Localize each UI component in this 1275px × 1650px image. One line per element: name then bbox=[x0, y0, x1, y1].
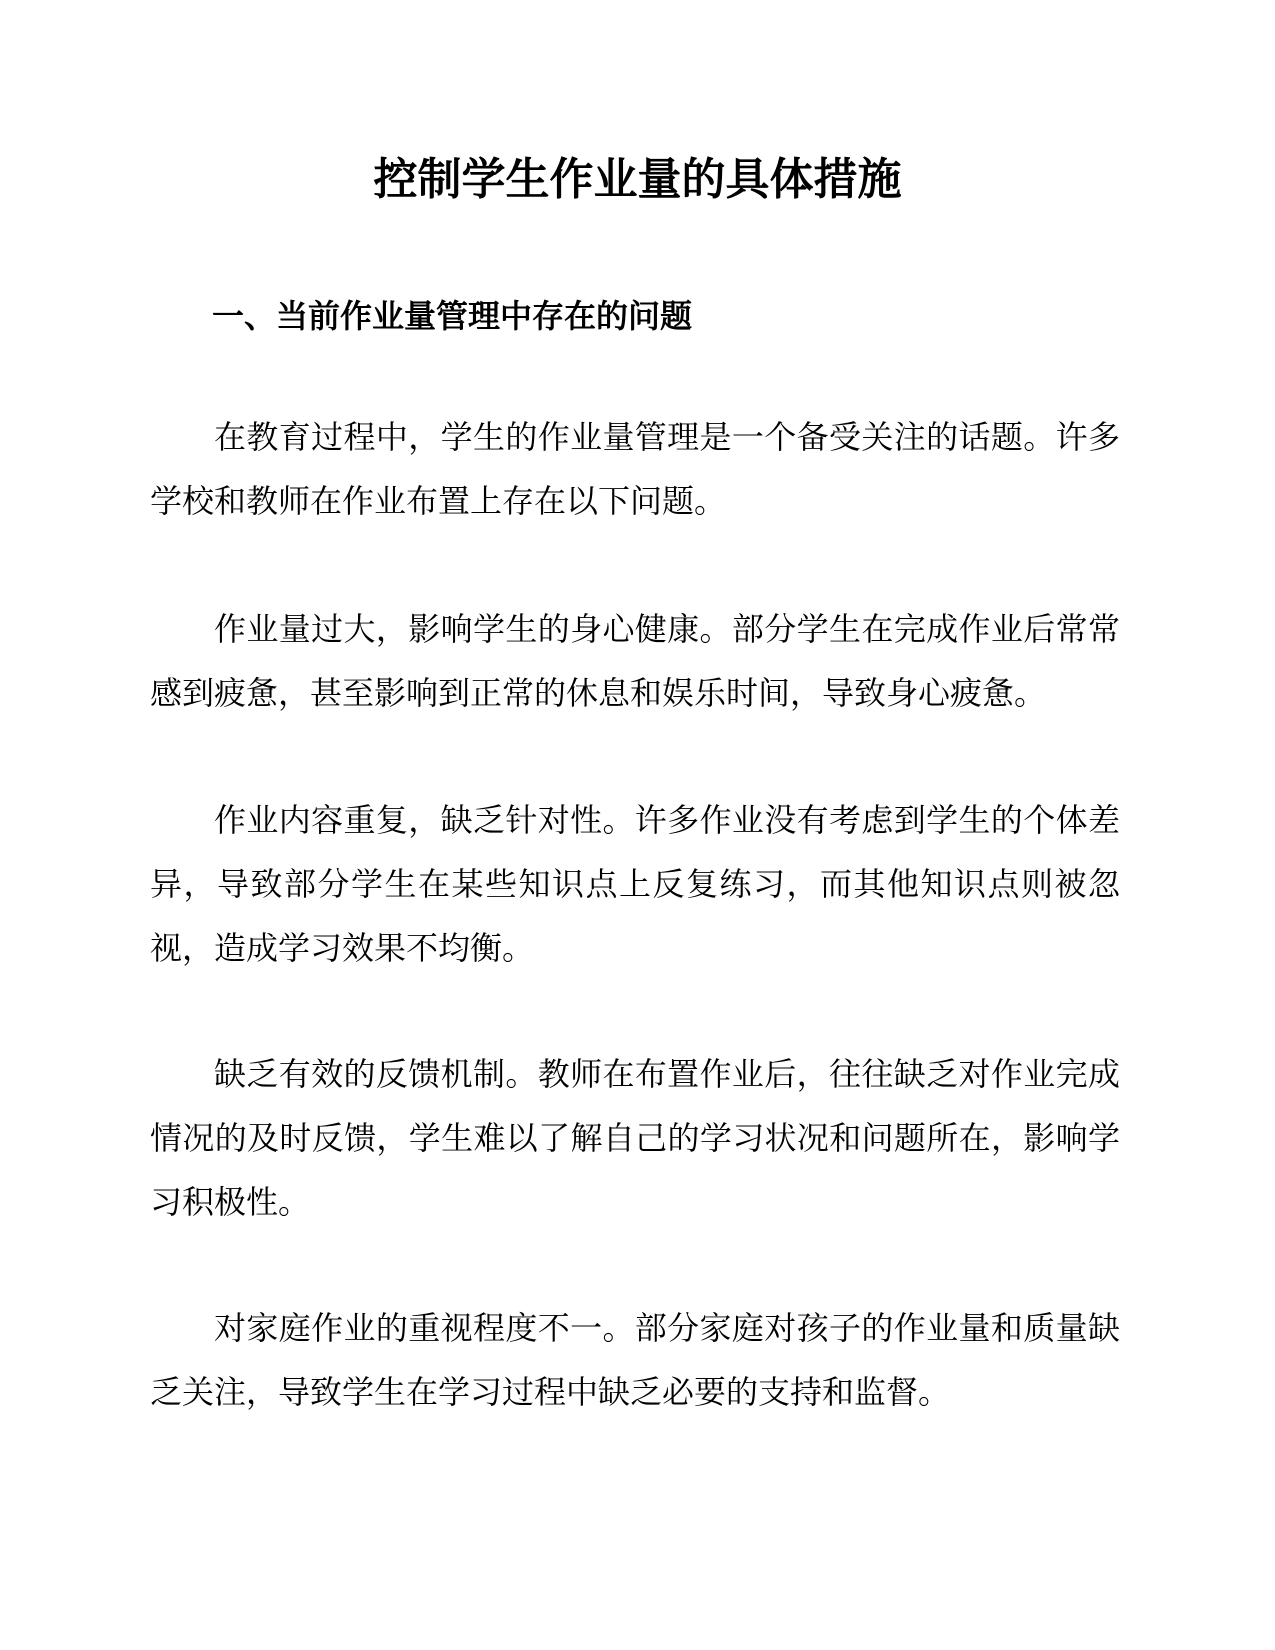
section-heading: 一、当前作业量管理中存在的问题 bbox=[212, 297, 693, 335]
paragraph-intro: 在教育过程中，学生的作业量管理是一个备受关注的话题。许多学校和教师在作业布置上存在以下问题。 bbox=[150, 418, 1120, 520]
paragraph-workload: 作业量过大，影响学生的身心健康。部分学生在完成作业后常常感到疲惫，甚至影响到正常的休息和娱乐时间，导致身心疲惫。 bbox=[150, 610, 1120, 712]
document-title: 控制学生作业量的具体措施 bbox=[373, 154, 902, 205]
paragraph-family: 对家庭作业的重视程度不一。部分家庭对孩子的作业量和质量缺乏关注，导致学生在学习过程中缺乏必要的支持和监督。 bbox=[150, 1309, 1120, 1411]
paragraph-feedback: 缺乏有效的反馈机制。教师在布置作业后，往往缺乏对作业完成情况的及时反馈，学生难以了解自己的学习状况和问题所在，影响学习积极性。 bbox=[150, 1055, 1120, 1221]
paragraph-repetition: 作业内容重复，缺乏针对性。许多作业没有考虑到学生的个体差异，导致部分学生在某些知识点上反复练习，而其他知识点则被忽视，造成学习效果不均衡。 bbox=[150, 801, 1120, 967]
